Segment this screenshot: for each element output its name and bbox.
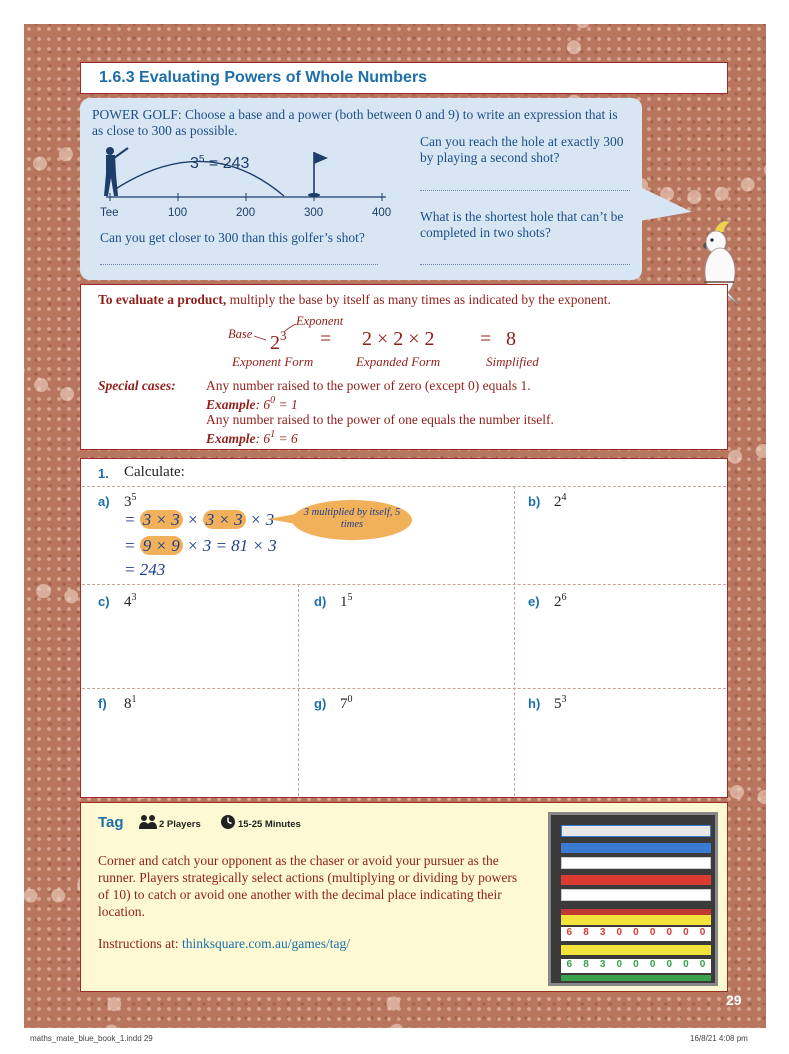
caption-exponent-form: Exponent Form	[232, 354, 314, 369]
tick-label: 400	[372, 207, 392, 219]
item-label-c: c)	[98, 594, 110, 609]
clock-icon	[220, 814, 236, 830]
grid-line	[82, 688, 726, 689]
item-expression-d[interactable]: $1^5$	[340, 592, 353, 610]
question-shortest: What is the shortest hole that can’t be completed in two shots?	[420, 209, 624, 240]
players-icon	[138, 814, 158, 830]
item-label-g: g)	[314, 696, 327, 711]
question-prompt: Calculate:	[124, 464, 185, 480]
question-number: 1.	[98, 466, 109, 481]
tag-description: Corner and catch your opponent as the chaser or avoid your pursuer as the runner. Players strategically select actions (multiplying or dividing by powers of 10) to catch or avoid one another with the decimal place indicating their location.	[98, 853, 518, 919]
tick-label: Tee	[100, 207, 119, 219]
rule-statement: To evaluate a product, multiply the base by itself as many times as indicated by the exponent.	[98, 292, 611, 307]
item-label-h: h)	[528, 696, 541, 711]
item-expression-a: $3^5$	[124, 492, 137, 510]
tag-instructions: Instructions at: thinksquare.com.au/games/tag/	[98, 936, 350, 951]
worked-line-3: = 243	[124, 560, 166, 579]
print-footer-date: 16/8/21 4:08 pm	[690, 1034, 748, 1043]
tick-label: 200	[236, 207, 256, 219]
example-zero: Example: $6^0 = 1$	[206, 395, 298, 412]
item-expression-e[interactable]: $2^6$	[554, 592, 567, 610]
flag-hole-icon	[308, 152, 328, 197]
tag-title: Tag	[98, 814, 124, 831]
question-closer: Can you get closer to 300 than this golfer’s shot?	[100, 230, 365, 245]
item-expression-c[interactable]: $4^3$	[124, 592, 137, 610]
item-label-b: b)	[528, 494, 541, 509]
grid-line	[82, 584, 726, 585]
golf-equation: $3^5 = 243$	[190, 154, 250, 172]
tick-label: 100	[168, 207, 188, 219]
grid-line	[82, 486, 726, 487]
board-digits-row: 6 8 3 0 0 0 0 0 0	[561, 959, 711, 973]
page-number: 29	[726, 992, 742, 1008]
item-label-a: a)	[98, 494, 110, 509]
grid-line	[298, 584, 299, 796]
special-case-one: Any number raised to the power of one equals the number itself.	[206, 412, 554, 427]
print-footer-file: maths_mate_blue_book_1.indd 29	[30, 1034, 153, 1043]
item-expression-b[interactable]: $2^4$	[554, 492, 567, 510]
players-count: 2 Players	[159, 819, 201, 830]
worked-note-oval: 3 multiplied by itself, 5 times	[292, 500, 412, 540]
answer-line[interactable]	[100, 264, 378, 265]
item-label-d: d)	[314, 594, 327, 609]
exponent-form-value: $2^3$	[270, 328, 287, 354]
calculate-question-panel	[80, 458, 728, 798]
label-exponent: Exponent	[296, 314, 344, 328]
item-expression-f[interactable]: $8^1$	[124, 694, 137, 712]
example-one: Example: $6^1 = 6$	[206, 429, 298, 446]
item-label-f: f)	[98, 696, 107, 711]
worked-line-1: = 3 × 3 × 3 × 3 × 3	[124, 510, 275, 529]
special-cases-label: Special cases:	[98, 378, 176, 393]
equals-sign: =	[480, 328, 492, 350]
grid-line	[514, 486, 515, 796]
tick-label: 300	[304, 207, 324, 219]
caption-expanded-form: Expanded Form	[356, 354, 441, 369]
equals-sign: =	[320, 328, 332, 350]
special-case-zero: Any number raised to the power of zero (except 0) equals 1.	[206, 378, 531, 393]
tag-game-board-image	[548, 812, 718, 986]
power-golf-intro: POWER GOLF: Choose a base and a power (both between 0 and 9) to write an expression that is as close to 300 as possible.	[92, 107, 618, 138]
caption-simplified: Simplified	[486, 354, 539, 369]
item-expression-h[interactable]: $5^3$	[554, 694, 567, 712]
tag-instructions-link[interactable]: thinksquare.com.au/games/tag/	[182, 936, 350, 951]
expanded-form-value: 2 × 2 × 2	[362, 328, 435, 350]
section-title-bar	[80, 62, 728, 94]
board-digits-row: 6 8 3 0 0 0 0 0 0	[561, 927, 711, 941]
answer-line[interactable]	[420, 264, 630, 265]
item-expression-g[interactable]: $7^0$	[340, 694, 353, 712]
simplified-value: 8	[506, 328, 516, 350]
worked-line-2: = 9 × 9 × 3 = 81 × 3	[124, 536, 277, 555]
speech-bubble-tail	[634, 186, 694, 229]
question-hole: Can you reach the hole at exactly 300 by playing a second shot?	[420, 134, 624, 165]
item-label-e: e)	[528, 594, 540, 609]
label-base: Base	[228, 327, 253, 341]
section-title: 1.6.3 Evaluating Powers of Whole Numbers	[99, 69, 428, 86]
golfer-silhouette-icon	[104, 147, 128, 196]
play-duration: 15-25 Minutes	[238, 819, 301, 830]
answer-line[interactable]	[420, 190, 630, 191]
